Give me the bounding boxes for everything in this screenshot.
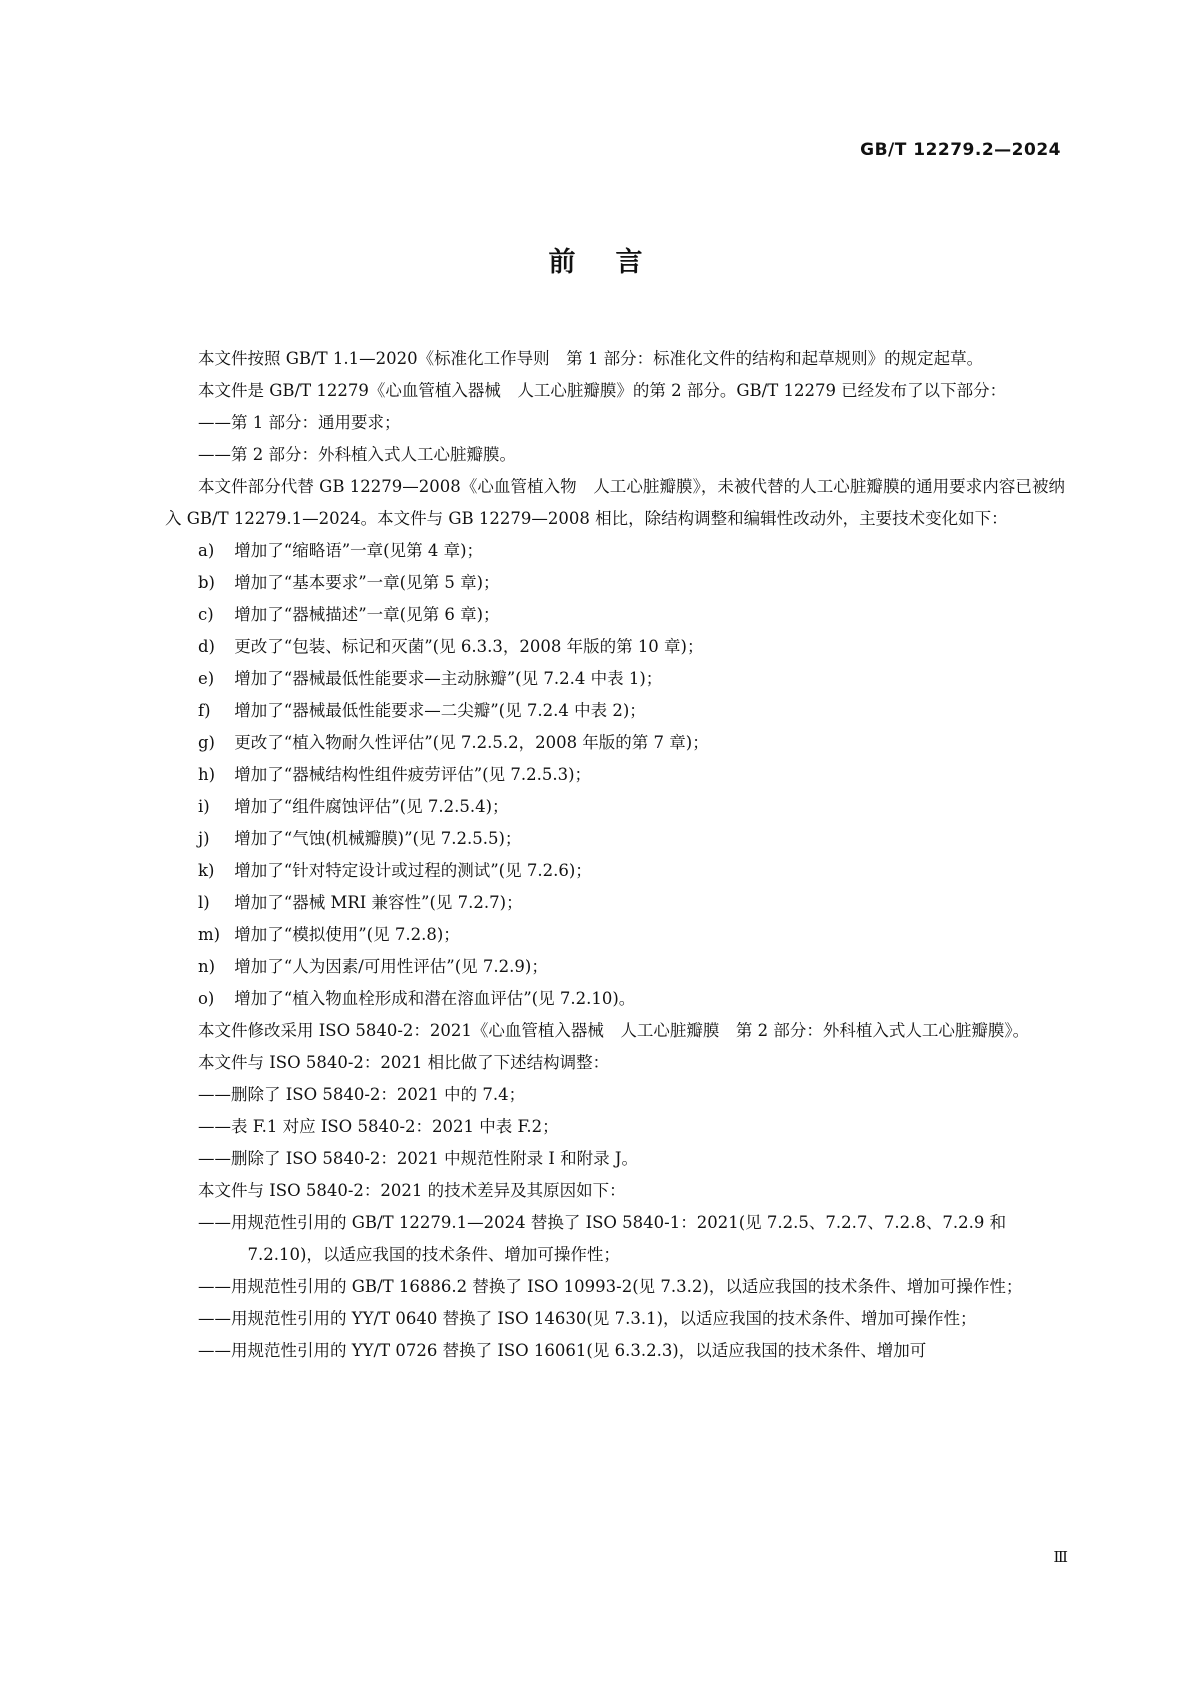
list-item-text: 增加了“气蚀(机械瓣膜)”(见 7.2.5.5)； [234,829,522,848]
list-item [165,919,1065,951]
list-marker: i) [198,797,210,816]
list-item-text: 增加了“缩略语”一章(见第 4 章)； [234,541,484,560]
list-marker: j) [198,829,210,848]
list-marker: e) [198,669,215,688]
list-marker: d) [198,637,215,656]
list-item-text: 增加了“器械最低性能要求—主动脉瓣”(见 7.2.4 中表 1)； [234,669,663,688]
list-marker: f) [198,701,211,720]
dash-item: ——用规范性引用的 YY/T 0726 替换了 ISO 16061(见 6.3.2.3)，以适应我国的技术条件、增加可 [198,1341,927,1360]
dash-item: ——删除了 ISO 5840-2：2021 中规范性附录 I 和附录 J。 [198,1149,639,1168]
list-item-text: 增加了“器械 MRI 兼容性”(见 7.2.7)； [234,893,523,912]
page-title: 前言 [548,247,683,278]
dash-item: ——用规范性引用的 YY/T 0640 替换了 ISO 14630(见 7.3.1)，以适应我国的技术条件、增加可操作性； [198,1309,977,1328]
list-item-text: 增加了“器械结构性组件疲劳评估”(见 7.2.5.3)； [234,765,592,784]
list-item [165,759,1065,791]
list-marker: c) [198,605,214,624]
list-marker: g) [198,733,215,752]
list-item-text: 增加了“组件腐蚀评估”(见 7.2.5.4)； [234,797,509,816]
foreword-body [165,343,1065,1367]
dash-item: ——用规范性引用的 GB/T 16886.2 替换了 ISO 10993-2(见 7.3.2)，以适应我国的技术条件、增加可操作性； [198,1277,1023,1296]
list-item [165,887,1065,919]
list-item [165,727,1065,759]
list-item-text: 增加了“植入物血栓形成和潜在溶血评估”(见 7.2.10)。 [234,989,636,1008]
page-number: Ⅲ [1053,1548,1068,1566]
list-item [165,983,1065,1015]
list-item-text: 增加了“人为因素/可用性评估”(见 7.2.9)； [234,957,548,976]
dash-item: ——第 1 部分：通用要求； [198,413,401,432]
list-item [165,631,1065,663]
list-item [165,855,1065,887]
list-marker: n) [198,957,216,976]
list-marker: h) [198,765,216,784]
list-item [165,567,1065,599]
list-marker: b) [198,573,215,592]
paragraph-series-parts: 本文件是 GB/T 12279《心血管植入器械 人工心脏瓣膜》的第 2 部分。GB/T 12279 已经发布了以下部分： [198,381,1007,400]
list-item-text: 增加了“器械最低性能要求—二尖瓣”(见 7.2.4 中表 2)； [234,701,646,720]
list-marker: m) [198,925,221,944]
dash-item: ——表 F.1 对应 ISO 5840-2：2021 中表 F.2； [198,1117,559,1136]
paragraph-technical-differences: 本文件与 ISO 5840-2：2021 的技术差异及其原因如下： [198,1181,626,1200]
list-item [165,823,1065,855]
paragraph-adoption: 本文件修改采用 ISO 5840-2：2021《心血管植入器械 人工心脏瓣膜 第 2 部分：外科植入式人工心脏瓣膜》。 [198,1021,1030,1040]
dash-item: ——用规范性引用的 GB/T 12279.1—2024 替换了 ISO 5840-1：2021(见 7.2.5、7.2.7、7.2.8、7.2.9 和 7.2.10)，以适应我国的技术条件、增加可操作性； [198,1213,1007,1264]
dash-item: ——第 2 部分：外科植入式人工心脏瓣膜。 [198,445,516,464]
list-item-text: 增加了“模拟使用”(见 7.2.8)； [234,925,460,944]
list-item [165,663,1065,695]
list-item-text: 增加了“基本要求”一章(见第 5 章)； [234,573,500,592]
list-marker: k) [198,861,215,880]
paragraph-structural-changes: 本文件与 ISO 5840-2：2021 相比做了下述结构调整： [198,1053,610,1072]
dash-item: ——删除了 ISO 5840-2：2021 中的 7.4； [198,1085,526,1104]
paragraph-drafting-rules: 本文件按照 GB/T 1.1—2020《标准化工作导则 第 1 部分：标准化文件的结构和起草规则》的规定起草。 [198,349,984,368]
list-item [165,695,1065,727]
list-item-text: 增加了“针对特定设计或过程的测试”(见 7.2.6)； [234,861,592,880]
list-item [165,599,1065,631]
standard-number: GB/T 12279.2—2024 [860,140,1061,160]
list-marker: o) [198,989,215,1008]
list-item-text: 更改了“包装、标记和灭菌”(见 6.3.3，2008 年版的第 10 章)； [234,637,704,656]
paragraph-replacement: 本文件部分代替 GB 12279—2008《心血管植入物 人工心脏瓣膜》，未被代替的人工心脏瓣膜的通用要求内容已被纳入 GB/T 12279.1—2024。本文件与 GB 12279—2008 相比，除结构调整和编辑性改动外，主要技术变化如下： [165,477,1065,528]
list-item [165,535,1065,567]
list-item [165,951,1065,983]
list-marker: l) [198,893,210,912]
list-item-text: 增加了“器械描述”一章(见第 6 章)； [234,605,500,624]
list-marker: a) [198,541,215,560]
list-item-text: 更改了“植入物耐久性评估”(见 7.2.5.2，2008 年版的第 7 章)； [234,733,709,752]
changes-list [165,535,1065,1015]
list-item [165,791,1065,823]
